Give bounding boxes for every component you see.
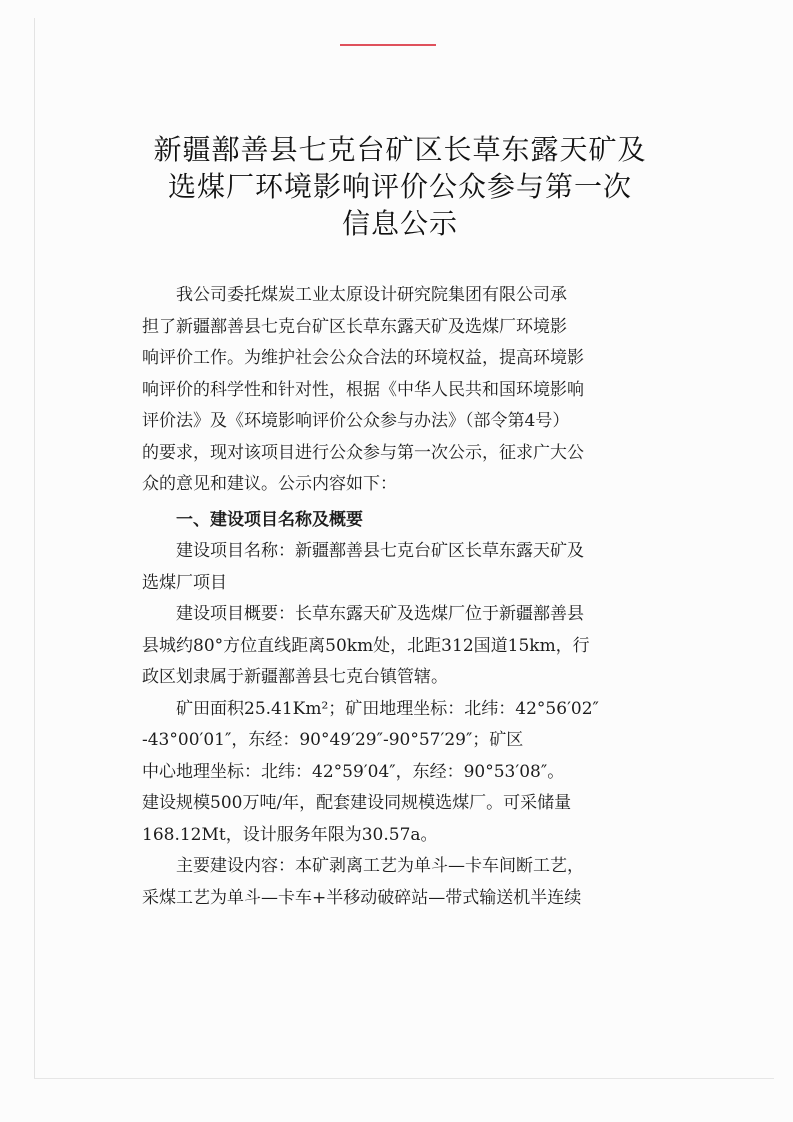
intro-line: 响评价的科学性和针对性，根据《中华人民共和国环境影响 (142, 379, 584, 400)
overview-line: 县城约80°方位直线距离50km处，北距312国道15km，行 (142, 635, 590, 656)
document-body (142, 280, 658, 914)
area-line: 中心地理坐标：北纬：42°59′04″，东经：90°53′08″。 (142, 761, 565, 782)
intro-line: 评价法》及《环境影响评价公众参与办法》（部令第4号） (142, 411, 570, 431)
intro-paragraph (142, 280, 658, 501)
red-header-mark (340, 44, 436, 46)
area-paragraph (142, 694, 658, 852)
title-line-1: 新疆鄯善县七克台矿区长草东露天矿及 (153, 133, 647, 166)
project-name-line: 建设项目名称：新疆鄯善县七克台矿区长草东露天矿及 (176, 541, 584, 561)
content-paragraph (142, 851, 658, 914)
area-line: 建设规模500万吨/年，配套建设同规模选煤厂。可采储量 (142, 793, 572, 813)
content-line: 主要建设内容：本矿剥离工艺为单斗—卡车间断工艺， (176, 856, 584, 876)
document-title (120, 131, 680, 242)
scan-edge-bottom (34, 1078, 774, 1079)
intro-line: 我公司委托煤炭工业太原设计研究院集团有限公司承 (176, 285, 567, 305)
intro-line: 众的意见和建议。公示内容如下： (142, 474, 397, 494)
overview-line: 建设项目概要：长草东露天矿及选煤厂位于新疆鄯善县 (176, 604, 584, 624)
project-name-line: 选煤厂项目 (142, 572, 227, 593)
project-name-paragraph (142, 536, 658, 599)
overview-paragraph (142, 599, 658, 694)
scan-edge-left (34, 18, 35, 1078)
content-line: 采煤工艺为单斗—卡车+半移动破碎站—带式输送机半连续 (142, 887, 582, 908)
area-line: 168.12Mt，设计服务年限为30.57a。 (142, 824, 438, 845)
intro-line: 担了新疆鄯善县七克台矿区长草东露天矿及选煤厂环境影 (142, 316, 567, 337)
title-line-3: 信息公示 (341, 207, 458, 240)
intro-line: 的要求，现对该项目进行公众参与第一次公示，征求广大公 (142, 442, 584, 463)
title-line-2: 选煤厂环境影响评价公众参与第一次 (167, 170, 632, 203)
area-line: 矿田面积25.41Km²；矿田地理坐标：北纬：42°56′02″ (176, 698, 599, 719)
area-line: -43°00′01″，东经：90°49′29″-90°57′29″；矿区 (142, 730, 524, 750)
overview-line: 政区划隶属于新疆鄯善县七克台镇管辖。 (142, 667, 448, 687)
section-heading: 一、建设项目名称及概要 (176, 509, 363, 530)
intro-line: 响评价工作。为维护社会公众合法的环境权益，提高环境影 (142, 348, 584, 368)
